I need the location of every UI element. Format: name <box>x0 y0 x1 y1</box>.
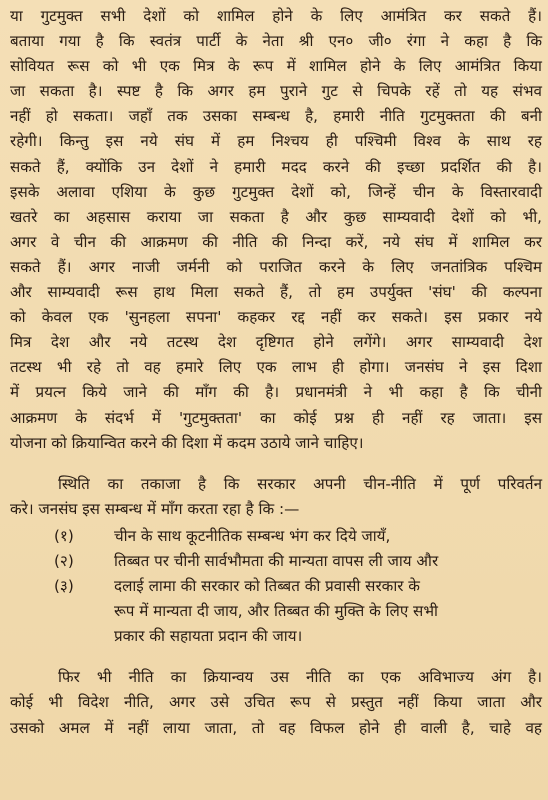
paragraph-line: फिर भी नीति का क्रियान्वय उस नीति का एक अविभाज्य अंग है। <box>58 668 542 687</box>
paragraph-1 <box>10 4 542 456</box>
paragraph-line: आक्रमण के संदर्भ में 'गुटमुक्तता' का कोई प्रश्न ही नहीं रह जाता। इस <box>10 408 542 427</box>
paragraph-3 <box>10 665 542 740</box>
paragraph-line: को केवल एक 'सुनहला सपना' कहकर रद्द नहीं कर सकते। इस प्रकार नये <box>10 308 542 327</box>
list-number: (१) <box>54 526 74 545</box>
list-text: चीन के साथ कूटनीतिक सम्बन्ध भंग कर दिये जायँ, <box>114 526 391 545</box>
paragraph-line: या गुटमुक्त सभी देशों को शामिल होने के लिए आमंत्रित कर सकते हैं। <box>10 7 542 25</box>
paragraph-line: नहीं हो सकता। जहाँ तक उसका सम्बन्ध है, हमारी नीति गुटमुक्तता की बनी <box>10 107 542 126</box>
list-item <box>10 574 542 599</box>
paragraph-line: इसके अलावा एशिया के कुछ गुटमुक्त देशों को, जिन्हें चीन के विस्तारवादी <box>10 182 542 201</box>
list-item <box>10 599 542 624</box>
list-number: (३) <box>54 577 74 596</box>
list-text: दलाई लामा की सरकार को तिब्बत की प्रवासी सरकार के <box>114 577 420 596</box>
paragraph-line: कोई भी विदेश नीति, अगर उसे उचित रूप से प्रस्तुत नहीं किया जाता और <box>10 693 542 712</box>
paragraph-line: सोवियत रूस को भी एक मित्र के रूप में शामिल होने के लिए आमंत्रित किया <box>10 57 542 76</box>
paragraph-line: सकते हैं, क्योंकि उन देशों ने हमारी मदद करने की इच्छा प्रदर्शित की है। <box>10 157 542 176</box>
paragraph-gap <box>10 456 542 472</box>
paragraph-line: करे। जनसंघ इस सम्बन्ध में माँग करता रहा है कि :— <box>10 499 300 518</box>
paragraph-2 <box>10 472 542 522</box>
paragraph-line: और साम्यवादी रूस हाथ मिला सकते हैं, तो हम उपर्युक्त 'संघ' की कल्पना <box>10 283 542 302</box>
list-number: (२) <box>54 551 74 570</box>
paragraph-line: तटस्थ भी रहे तो वह हमारे लिए एक लाभ ही होगा। जनसंघ ने इस दिशा <box>10 358 542 377</box>
paragraph-line: अगर वे चीन की आक्रमण की नीति की निन्दा करें, नये संघ में शामिल कर <box>10 232 542 251</box>
paragraph-line: जा सकता है। स्पष्ट है कि अगर हम पुराने गुट से चिपके रहें तो यह संभव <box>10 82 542 101</box>
list-text: प्रकार की सहायता प्रदान की जाय। <box>114 627 303 646</box>
paragraph-line: सकते हैं। अगर नाजी जर्मनी को पराजित करने के लिए जनतांत्रिक पश्चिम <box>10 257 542 276</box>
paragraph-line: स्थिति का तकाजा है कि सरकार अपनी चीन-नीति में पूर्ण परिवर्तन <box>58 474 542 493</box>
list-item <box>10 549 542 574</box>
list-text: तिब्बत पर चीनी सार्वभौमता की मान्यता वापस ली जाय और <box>114 551 439 570</box>
paragraph-line: बताया गया है कि स्वतंत्र पार्टी के नेता श्री एन० जी० रंगा ने कहा है कि <box>10 32 542 51</box>
paragraph-line: रहेगी। किन्तु इस नये संघ में हम निश्चय ही पश्चिमी विश्व के साथ रह <box>10 132 542 151</box>
list-item <box>10 524 542 549</box>
paragraph-gap <box>10 649 542 665</box>
paragraph-line: उसको अमल में नहीं लाया जाता, तो वह विफल होने ही वाली है, चाहे वह <box>10 718 542 737</box>
paragraph-line: खतरे का अहसास कराया जा सकता है और कुछ साम्यवादी देशों को भी, <box>10 207 542 226</box>
paragraph-line: मित्र देश और नये तटस्थ देश दृष्टिगत होने लगेंगे। अगर साम्यवादी देश <box>10 333 542 352</box>
paragraph-line: योजना को क्रियान्वित करने की दिशा में कदम उठाये जाने चाहिए। <box>10 433 364 452</box>
paragraph-line: में प्रयत्न किये जाने की माँग की है। प्रधानमंत्री ने भी कहा है कि चीनी <box>10 383 542 402</box>
list-item <box>10 624 542 649</box>
demands-list <box>10 524 542 649</box>
list-text: रूप में मान्यता दी जाय, और तिब्बत की मुक्ति के लिए सभी <box>114 602 438 621</box>
